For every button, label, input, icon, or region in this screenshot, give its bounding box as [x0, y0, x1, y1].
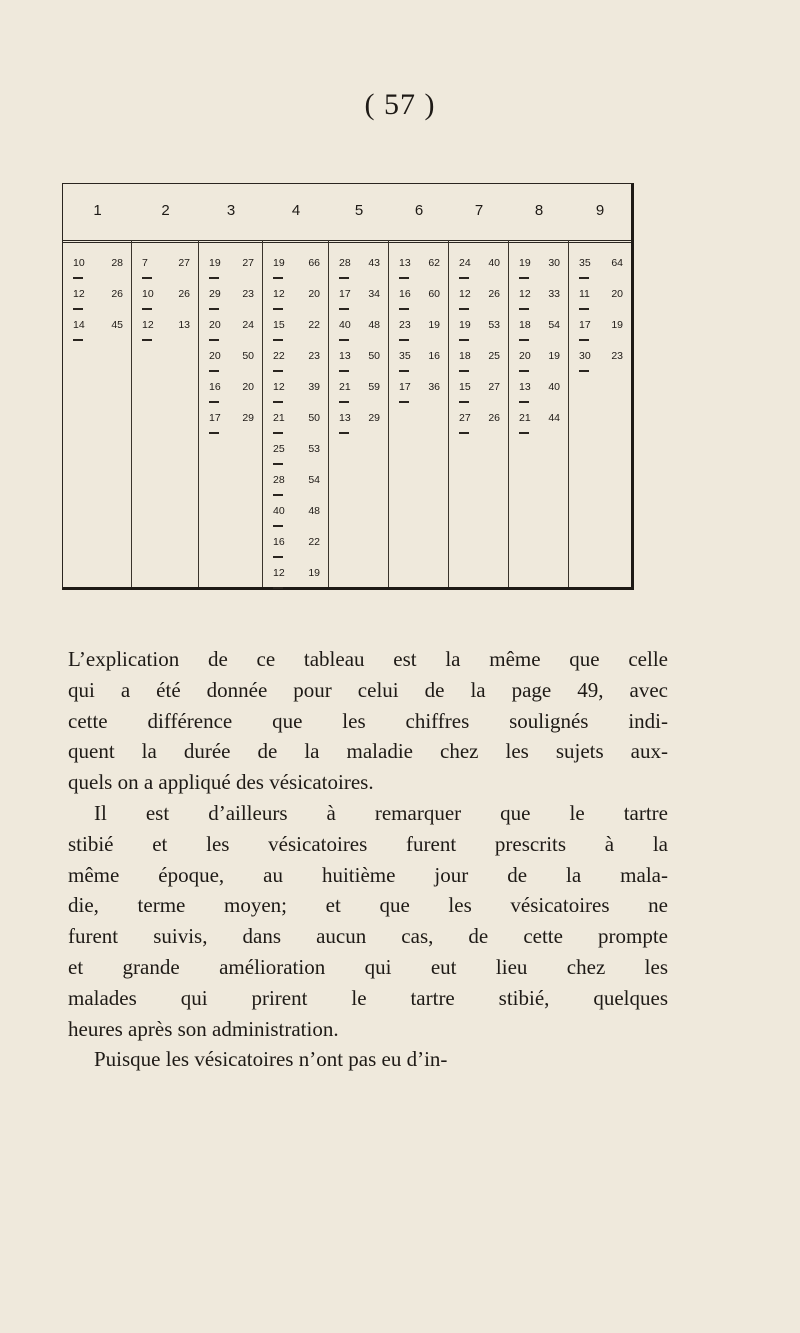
- underline-mark: [273, 277, 283, 279]
- table-cell: [449, 281, 508, 311]
- cell-value-a: 11: [579, 288, 590, 300]
- cell-value-b: 19: [428, 319, 440, 331]
- cell-value-a: 24: [459, 257, 471, 269]
- underline-mark: [142, 277, 152, 279]
- underline-mark: [73, 308, 83, 310]
- cell-value-a: 12: [459, 288, 471, 300]
- table-cell: [509, 343, 568, 373]
- cell-value-b: 44: [548, 412, 560, 424]
- cell-value-b: 45: [111, 319, 123, 331]
- table-cell: [389, 343, 448, 373]
- table-cell: [263, 343, 328, 373]
- column-header: 2: [161, 202, 170, 219]
- table-cell: [329, 250, 388, 280]
- underline-mark: [273, 308, 283, 310]
- table-cell: [263, 374, 328, 404]
- cell-value-b: 50: [242, 350, 254, 362]
- column-header: 1: [93, 202, 102, 219]
- paragraph: [68, 1044, 668, 1075]
- cell-value-b: 54: [548, 319, 560, 331]
- table-cell: [132, 312, 198, 342]
- column-header: 7: [474, 202, 484, 219]
- table-cell: [569, 343, 631, 373]
- cell-value-a: 13: [399, 257, 411, 269]
- underline-mark: [209, 432, 219, 434]
- table-cell: [263, 281, 328, 311]
- page-number: ( 57 ): [364, 88, 436, 121]
- cell-value-a: 21: [519, 412, 531, 424]
- underline-mark: [579, 308, 589, 310]
- cell-value-b: 27: [488, 381, 500, 393]
- cell-value-b: 16: [428, 350, 440, 362]
- underline-mark: [273, 556, 283, 558]
- cell-value-a: 13: [339, 350, 351, 362]
- cell-value-a: 19: [519, 257, 531, 269]
- cell-value-b: 60: [428, 288, 440, 300]
- table-cell: [449, 374, 508, 404]
- underline-mark: [339, 339, 349, 341]
- table-column: [263, 240, 329, 587]
- underline-mark: [209, 277, 219, 279]
- cell-value-b: 19: [611, 319, 623, 331]
- table-cell: [389, 374, 448, 404]
- table-header: [63, 184, 631, 243]
- cell-value-a: 35: [399, 350, 411, 362]
- cell-value-a: 15: [273, 319, 285, 331]
- cell-value-b: 23: [308, 350, 320, 362]
- table-cell: [329, 405, 388, 435]
- text-line: die, terme moyen; et que les vésicatoires ne: [68, 893, 668, 918]
- table-column: [329, 240, 389, 587]
- cell-value-b: 26: [178, 288, 190, 300]
- paragraph: [68, 798, 668, 1044]
- table-cell: [449, 405, 508, 435]
- cell-value-b: 66: [308, 257, 320, 269]
- table-cell: [199, 312, 262, 342]
- text-line: L’explication de ce tableau est la même que celle: [68, 647, 668, 671]
- cell-value-a: 25: [273, 443, 285, 455]
- underline-mark: [273, 494, 283, 496]
- cell-value-b: 62: [428, 257, 440, 269]
- table-column: [199, 240, 263, 587]
- text-line: furent suivis, dans aucun cas, de cette prompte: [68, 924, 668, 949]
- underline-mark: [579, 370, 589, 372]
- cell-value-a: 13: [519, 381, 531, 393]
- cell-value-a: 35: [579, 257, 591, 269]
- cell-value-a: 16: [399, 288, 411, 300]
- cell-value-a: 18: [519, 319, 531, 331]
- underline-mark: [209, 308, 219, 310]
- text-line: quels on a appliqué des vésicatoires.: [68, 770, 374, 795]
- cell-value-a: 7: [142, 257, 148, 269]
- body-text: [68, 644, 668, 1075]
- cell-value-a: 16: [273, 536, 285, 548]
- cell-value-a: 40: [339, 319, 351, 331]
- table-cell: [63, 312, 131, 342]
- cell-value-b: 20: [308, 288, 320, 300]
- cell-value-b: 26: [488, 288, 500, 300]
- column-header: 8: [534, 202, 544, 219]
- cell-value-b: 54: [308, 474, 320, 486]
- underline-mark: [273, 525, 283, 527]
- table-cell: [509, 281, 568, 311]
- cell-value-a: 10: [142, 288, 154, 300]
- cell-value-b: 53: [308, 443, 320, 455]
- cell-value-a: 30: [579, 350, 591, 362]
- cell-value-a: 12: [73, 288, 85, 300]
- underline-mark: [73, 339, 83, 341]
- cell-value-a: 17: [579, 319, 591, 331]
- table-column: [63, 240, 132, 587]
- table-cell: [329, 281, 388, 311]
- underline-mark: [339, 432, 349, 434]
- cell-value-a: 29: [209, 288, 221, 300]
- cell-value-a: 12: [273, 288, 285, 300]
- paragraph: [68, 644, 668, 798]
- underline-mark: [273, 463, 283, 465]
- table-column: [569, 240, 631, 587]
- cell-value-a: 28: [339, 257, 351, 269]
- table-cell: [263, 560, 328, 590]
- underline-mark: [339, 370, 349, 372]
- underline-mark: [459, 277, 469, 279]
- cell-value-a: 27: [459, 412, 471, 424]
- cell-value-a: 28: [273, 474, 285, 486]
- cell-value-b: 50: [368, 350, 380, 362]
- underline-mark: [209, 401, 219, 403]
- cell-value-b: 19: [548, 350, 560, 362]
- underline-mark: [459, 308, 469, 310]
- underline-mark: [459, 401, 469, 403]
- table-cell: [63, 250, 131, 280]
- cell-value-b: 27: [242, 257, 254, 269]
- cell-value-b: 20: [611, 288, 623, 300]
- cell-value-a: 22: [273, 350, 285, 362]
- cell-value-b: 43: [368, 257, 380, 269]
- cell-value-a: 19: [273, 257, 285, 269]
- cell-value-b: 39: [308, 381, 320, 393]
- text-line: Il est d’ailleurs à remarquer que le tartre: [94, 800, 668, 825]
- cell-value-a: 12: [273, 567, 285, 579]
- cell-value-a: 12: [519, 288, 531, 300]
- underline-mark: [519, 339, 529, 341]
- column-header: 6: [414, 202, 424, 219]
- underline-mark: [273, 587, 283, 589]
- cell-value-b: 23: [242, 288, 254, 300]
- underline-mark: [273, 432, 283, 434]
- table-column: [449, 240, 509, 587]
- table-cell: [63, 281, 131, 311]
- cell-value-a: 20: [209, 319, 221, 331]
- underline-mark: [273, 401, 283, 403]
- cell-value-a: 19: [209, 257, 221, 269]
- underline-mark: [519, 401, 529, 403]
- text-line: heures après son administration.: [68, 1016, 339, 1041]
- text-line: et grande amélioration qui eut lieu chez les: [68, 954, 668, 979]
- underline-mark: [519, 370, 529, 372]
- cell-value-b: 23: [611, 350, 623, 362]
- table-cell: [449, 312, 508, 342]
- table-cell: [509, 374, 568, 404]
- cell-value-a: 12: [273, 381, 285, 393]
- cell-value-b: 20: [242, 381, 254, 393]
- table-cell: [509, 250, 568, 280]
- column-header: 4: [291, 202, 301, 219]
- underline-mark: [459, 339, 469, 341]
- cell-value-a: 13: [339, 412, 351, 424]
- cell-value-a: 14: [73, 319, 85, 331]
- cell-value-a: 10: [73, 257, 85, 269]
- table-cell: [199, 374, 262, 404]
- table-cell: [263, 467, 328, 497]
- underline-mark: [399, 370, 409, 372]
- cell-value-b: 34: [368, 288, 380, 300]
- cell-value-a: 17: [209, 412, 221, 424]
- cell-value-a: 19: [459, 319, 471, 331]
- cell-value-b: 33: [548, 288, 560, 300]
- table-cell: [449, 343, 508, 373]
- cell-value-b: 29: [242, 412, 254, 424]
- underline-mark: [209, 339, 219, 341]
- cell-value-a: 20: [519, 350, 531, 362]
- table-cell: [329, 312, 388, 342]
- underline-mark: [273, 339, 283, 341]
- underline-mark: [339, 277, 349, 279]
- table-cell: [449, 250, 508, 280]
- underline-mark: [399, 308, 409, 310]
- underline-mark: [519, 308, 529, 310]
- table-cell: [132, 281, 198, 311]
- underline-mark: [519, 277, 529, 279]
- table-cell: [329, 374, 388, 404]
- table-cell: [569, 281, 631, 311]
- text-line: Puisque les vésicatoires n’ont pas eu d’in-: [94, 1047, 448, 1072]
- table-cell: [389, 312, 448, 342]
- underline-mark: [459, 370, 469, 372]
- text-line: qui a été donnée pour celui de la page 49, avec: [68, 677, 668, 702]
- underline-mark: [519, 432, 529, 434]
- underline-mark: [142, 308, 152, 310]
- table-column: [509, 240, 569, 587]
- table-cell: [263, 498, 328, 528]
- table-cell: [263, 250, 328, 280]
- column-header: 3: [226, 202, 236, 219]
- table-cell: [263, 529, 328, 559]
- column-header: 5: [354, 202, 364, 219]
- table-cell: [199, 281, 262, 311]
- table-cell: [329, 343, 388, 373]
- underline-mark: [339, 401, 349, 403]
- cell-value-b: 22: [308, 319, 320, 331]
- cell-value-b: 50: [308, 412, 320, 424]
- cell-value-b: 26: [111, 288, 123, 300]
- cell-value-b: 24: [242, 319, 254, 331]
- underline-mark: [399, 339, 409, 341]
- table-cell: [132, 250, 198, 280]
- table-cell: [389, 250, 448, 280]
- text-line: quent la durée de la maladie chez les sujets aux-: [68, 739, 668, 764]
- cell-value-b: 13: [178, 319, 190, 331]
- cell-value-b: 48: [368, 319, 380, 331]
- cell-value-a: 21: [273, 412, 285, 424]
- cell-value-a: 40: [273, 505, 285, 517]
- table-cell: [509, 405, 568, 435]
- cell-value-b: 36: [428, 381, 440, 393]
- cell-value-b: 40: [488, 257, 500, 269]
- underline-mark: [339, 308, 349, 310]
- cell-value-a: 17: [399, 381, 411, 393]
- underline-mark: [399, 401, 409, 403]
- table-cell: [569, 250, 631, 280]
- underline-mark: [459, 432, 469, 434]
- cell-value-b: 48: [308, 505, 320, 517]
- table-cell: [199, 343, 262, 373]
- underline-mark: [142, 339, 152, 341]
- cell-value-b: 40: [548, 381, 560, 393]
- table-cell: [263, 405, 328, 435]
- cell-value-b: 59: [368, 381, 380, 393]
- table-cell: [509, 312, 568, 342]
- cell-value-b: 28: [111, 257, 123, 269]
- underline-mark: [73, 277, 83, 279]
- table-cell: [569, 312, 631, 342]
- table-column: [389, 240, 449, 587]
- text-line: malades qui prirent le tartre stibié, quelques: [68, 985, 668, 1010]
- cell-value-a: 15: [459, 381, 471, 393]
- text-line: stibié et les vésicatoires furent prescrits à la: [68, 831, 668, 856]
- column-header: 9: [595, 202, 605, 219]
- cell-value-b: 64: [611, 257, 623, 269]
- cell-value-b: 19: [308, 567, 320, 579]
- cell-value-a: 20: [209, 350, 221, 362]
- cell-value-b: 22: [308, 536, 320, 548]
- table-cell: [199, 250, 262, 280]
- cell-value-b: 53: [488, 319, 500, 331]
- cell-value-a: 16: [209, 381, 221, 393]
- cell-value-a: 18: [459, 350, 471, 362]
- cell-value-a: 23: [399, 319, 411, 331]
- cell-value-b: 30: [548, 257, 560, 269]
- cell-value-b: 25: [488, 350, 500, 362]
- underline-mark: [273, 370, 283, 372]
- cell-value-b: 27: [178, 257, 190, 269]
- underline-mark: [399, 277, 409, 279]
- table-cell: [199, 405, 262, 435]
- table-cell: [389, 281, 448, 311]
- cell-value-a: 12: [142, 319, 154, 331]
- cell-value-b: 26: [488, 412, 500, 424]
- cell-value-b: 29: [368, 412, 380, 424]
- table-column: [132, 240, 199, 587]
- underline-mark: [579, 339, 589, 341]
- cell-value-a: 21: [339, 381, 351, 393]
- text-line: cette différence que les chiffres soulignés indi-: [68, 708, 668, 733]
- table-cell: [263, 436, 328, 466]
- table-cell: [263, 312, 328, 342]
- underline-mark: [209, 370, 219, 372]
- text-line: même époque, au huitième jour de la mala-: [68, 862, 668, 887]
- cell-value-a: 17: [339, 288, 351, 300]
- data-table: [62, 183, 634, 590]
- underline-mark: [579, 277, 589, 279]
